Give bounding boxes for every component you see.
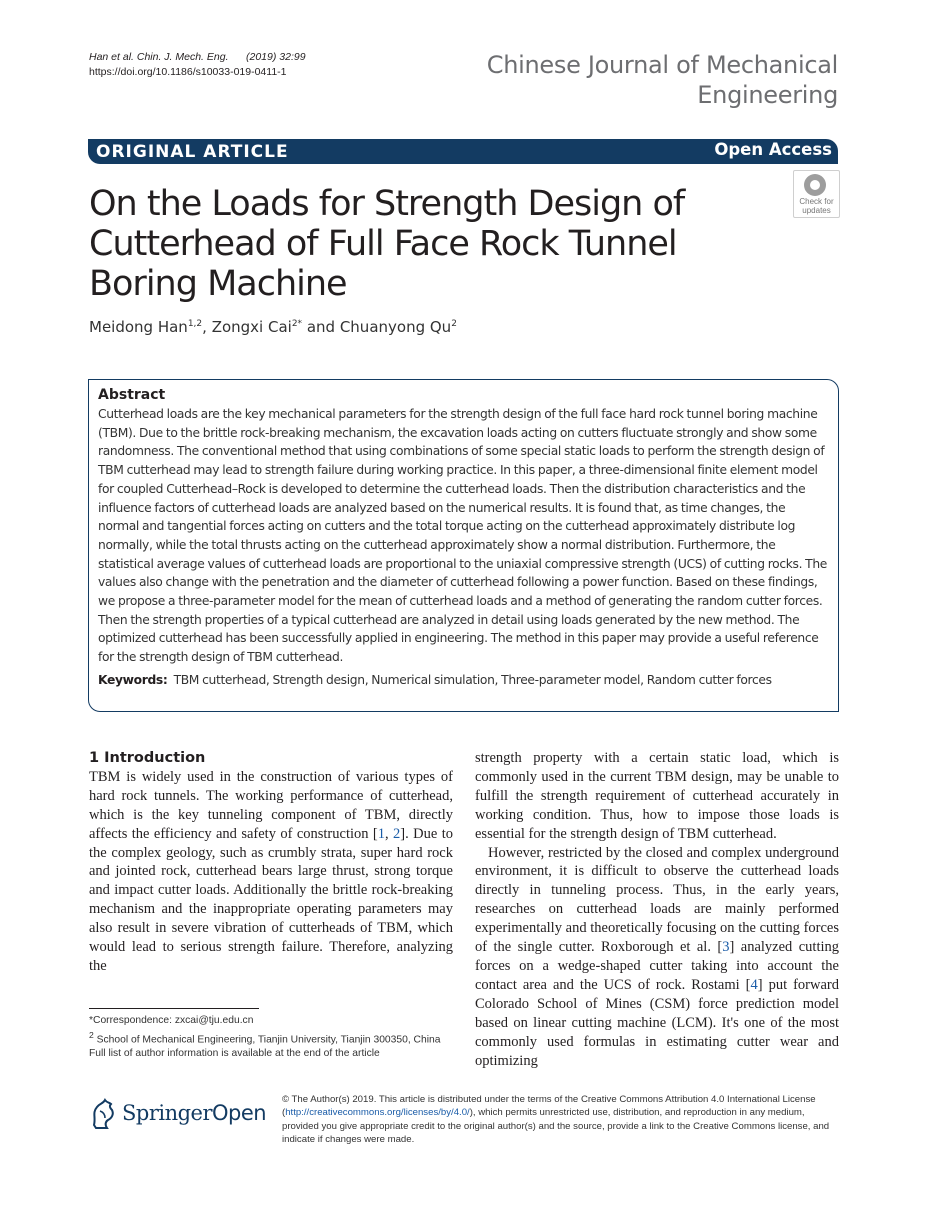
license-text: [282, 1093, 838, 1146]
footnote: [89, 1014, 453, 1061]
journal-name-line2: Engineering: [697, 81, 838, 109]
paragraph-text: . Due to the complex geology, such as crumbly strata, super hard rock and jointed rock, cutterhead bears large thrust, strong torque and impact cutter loads. Additionally the brittle rock-breaking mechanism and the inappropriate operating parameters may also result in severe vibration of cutterheads of TBM, which would lead to serious strength failure. Therefore, analyzing the: [89, 825, 454, 974]
correspondence: *Correspondence: zxcai@tju.edu.cn: [89, 1015, 254, 1026]
article-title: On the Loads for Strength Design of Cutterhead of Full Face Rock Tunnel Boring Machine: [89, 184, 685, 304]
paragraph-text: TBM is widely used in the construction of various types of hard rock tunnels. The working performance of cutterhead, which is the key tunneling component of TBM, directly affects the efficiency and safety of construction: [89, 768, 453, 842]
springer-open-logo: [88, 1095, 268, 1135]
paragraph-text: However, restricted by the closed and complex underground environment, it is difficult to observe the cutterhead loads directly in tunneling process. Thus, in the early years, researches on cutterhead loads are mainly performed experimentally and theoretically focusing on the cutting forces of the single cutter. Roxborough et al.: [475, 844, 839, 956]
keywords-list: TBM cutterhead, Strength design, Numerical simulation, Three-parameter model, Random cutter forces: [173, 672, 772, 687]
abstract-heading: Abstract: [98, 387, 166, 403]
journal-name-line1: Chinese Journal of Mechanical: [486, 51, 838, 79]
citation-ref[interactable]: 3: [722, 939, 730, 956]
article-type-bar: [88, 139, 838, 164]
doi-link[interactable]: https://doi.org/10.1186/s10033-019-0411-1: [89, 66, 287, 78]
abstract-text: Cutterhead loads are the key mechanical parameters for the strength design of the full face hard rock tunnel boring machine (TBM). Due to the brittle rock-breaking mechanism, the excavation loads acting on cutters fluctuate strongly and show some randomness. The conventional method that using combinations of some special static loads to perform the strength design of TBM cutterhead may lead to strength failure during working practice. In this paper, a three-dimensional finite element model for coupled Cutterhead–Rock is developed to determine the cutterhead loads. Then the distribution characteristics and the influence factors of cutterhead loads are analyzed based on the numerical results. It is found that, as time changes, the normal and tangential forces acting on cutters and the total torque acting on the cutterhead approximately distribute log normally, while the total thrusts acting on the cutterhead approximately show a normal distribution. Furthermore, the statistical average values of cutterhead loads are proportional to the uniaxial compressive strength (UCS) of cutting rocks. The values also change with the penetration and the diameter of cutterhead following a power function. Based on these findings, we propose a three-parameter model for the mean of cutterhead loads and a method of generating the random cutter forces. Then the strength properties of a typical cutterhead are analyzed in detail using loads generated by the new method. The optimized cutterhead has been successfully applied in engineering. The method in this paper may provide a useful reference for the strength design of TBM cutterhead.: [98, 407, 828, 665]
body-column-right: [475, 749, 839, 1070]
footnote-divider: [89, 1008, 259, 1009]
paragraph-text: analyzed cutting forces on a wedge-shaped cutter taking into account the contact area and the UCS of rock. Rostami: [475, 939, 839, 993]
open-access-label: Open Access: [714, 140, 832, 159]
paragraph: TBM is widely used in the construction of various types of hard rock tunnels. The working performance of cutterhead, which is the key tunneling component of TBM, directly affects the efficiency and safety of construction [1, 2]. Due to the complex geology, such as crumbly strata, super hard rock and jointed rock, cutterhead bears large thrust, strong torque and impact cutter loads. Additionally the brittle rock-breaking mechanism and the inappropriate operating parameters may also result in severe vibration of cutterheads of TBM, which would lead to serious strength failure. Therefore, analyzing the: [89, 768, 454, 974]
check-updates-label: Check for updates: [799, 197, 834, 215]
citation-ref[interactable]: 2: [393, 825, 401, 842]
body-column-left: [89, 749, 453, 976]
springer-open-wordmark: [122, 1101, 266, 1125]
citation-authors: Han et al. Chin. J. Mech. Eng.: [89, 51, 229, 63]
license-link[interactable]: http://creativecommons.org/licenses/by/4.0/: [285, 1107, 470, 1119]
journal-name: [418, 50, 838, 110]
keywords-label: Keywords:: [98, 672, 168, 687]
check-updates-icon: [804, 174, 826, 196]
springer-horse-icon: [88, 1095, 120, 1131]
affiliation-text: School of Mechanical Engineering, Tianjin University, Tianjin 300350, China: [93, 1034, 441, 1046]
affiliation: [89, 1028, 453, 1047]
author-name: Zongxi Cai: [211, 318, 292, 336]
citation-ref[interactable]: 4: [750, 976, 758, 993]
license-part: ), which permits unrestricted use, distribution, and reproduction in any medium, provided you give appropriate credit to the original author(s) and the source, provide a link to the Creative Commons license, and indicate if changes were made.: [282, 1107, 830, 1145]
paragraph: However, restricted by the closed and complex underground environment, it is difficult to observe the cutterhead loads directly in tunneling process. Thus, in the early years, researches on cutterhead loads are mainly performed experimentally and theoretically focusing on the cutting forces of the single cutter. Roxborough et al. [3] analyzed cutting forces on a wedge-shaped cutter taking into account the contact area and the UCS of rock. Rostami [4] put forward Colorado School of Mines (CSM) force prediction model based on linear cutting machine (LCM). It's one of the most commonly used formulas in estimating cutter wear and optimizing: [475, 844, 839, 1069]
author-info-note: Full list of author information is available at the end of the article: [89, 1048, 380, 1060]
author-affiliation: 2*: [291, 319, 303, 329]
author-name: Meidong Han: [89, 318, 188, 336]
author-affiliation: 2: [451, 319, 457, 329]
author-list: Meidong Han$^{1,2}$, Zongxi Cai$^{2*}$ and Chuanyong Qu$^2$: [89, 318, 457, 336]
license-part: © The Author(s) 2019. This article is distributed under the terms of the Creative Commons Attribution 4.0 International License (: [282, 1094, 816, 1119]
open-word: Open: [212, 1101, 267, 1125]
author-affiliation: 1,2: [187, 319, 203, 329]
affiliation-sup: 2: [89, 1030, 94, 1040]
paragraph-text: put forward Colorado School of Mines (CSM) force prediction model based on linear cutting machine (LCM). It's one of the most commonly used formulas in estimating cutter wear and optimizing: [475, 976, 839, 1069]
section-heading: 1 Introduction: [89, 750, 206, 766]
springer-word: Springer: [122, 1101, 213, 1125]
author-name: Chuanyong Qu: [339, 318, 452, 336]
check-for-updates-badge[interactable]: [793, 170, 840, 218]
citation-year: (2019) 32:99: [246, 51, 306, 63]
keywords: [98, 671, 829, 690]
paragraph: strength property with a certain static load, which is commonly used in the current TBM design, may be unable to fulfill the strength requirement of cutterhead accurately in working condition. Thus, how to impose those loads is essential for the strength design of TBM cutterhead.: [475, 750, 839, 842]
citation-block: [89, 50, 306, 80]
article-type-label: ORIGINAL ARTICLE: [96, 142, 289, 162]
citation-ref[interactable]: 1: [377, 825, 386, 842]
abstract-box: [88, 379, 839, 712]
